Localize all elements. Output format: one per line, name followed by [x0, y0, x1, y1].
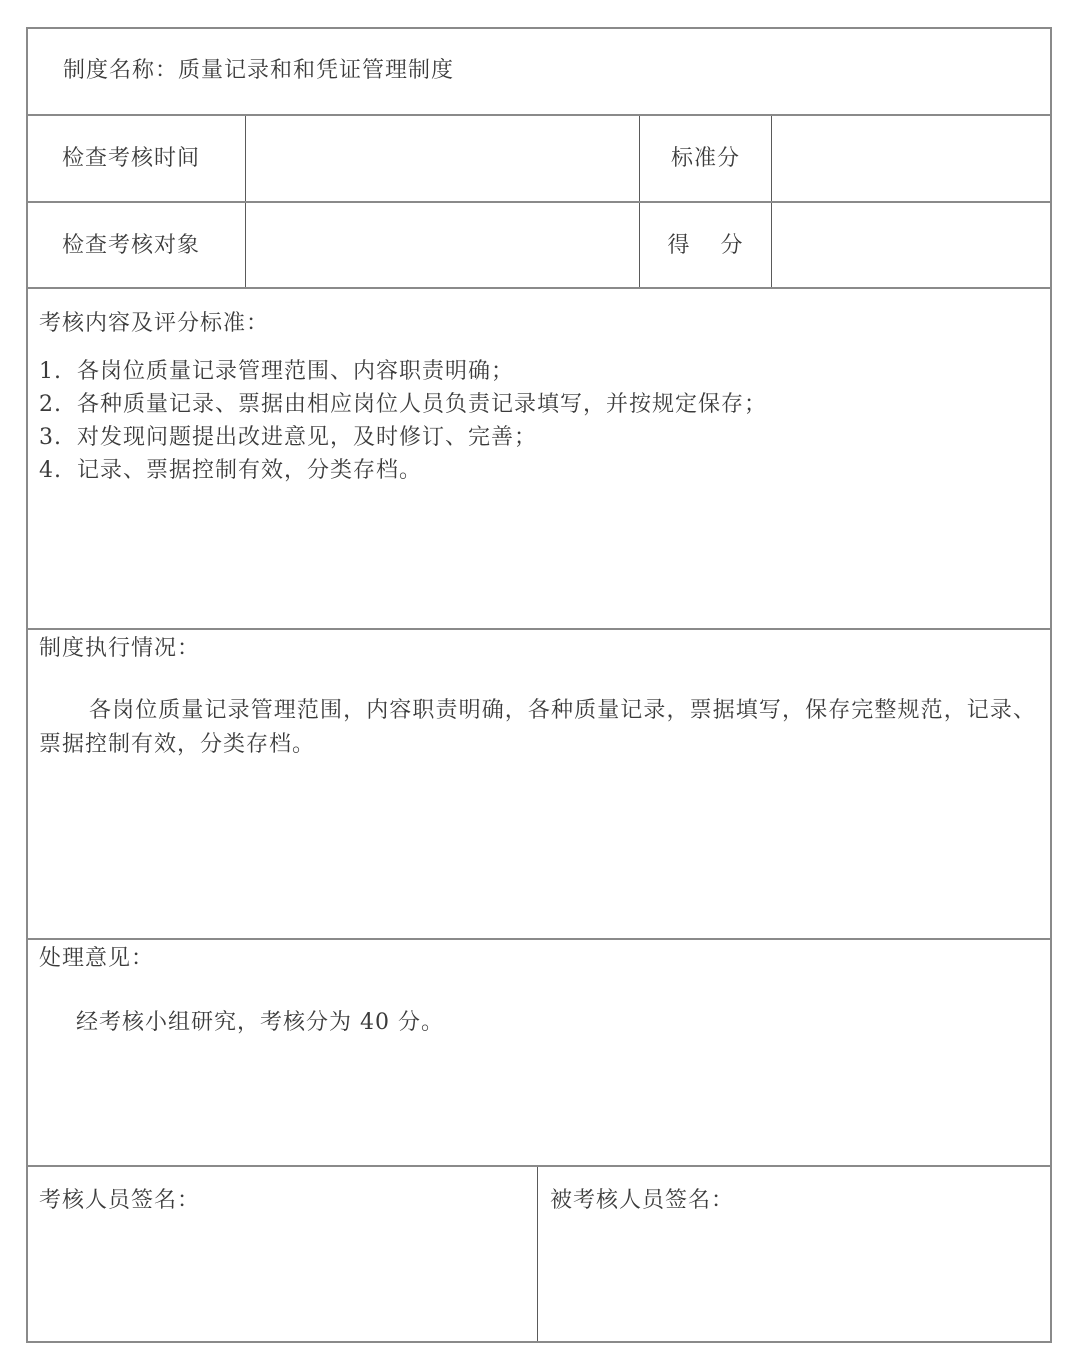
inspection-target-field[interactable]: [245, 203, 639, 287]
standard-score-label-cell: [639, 116, 771, 201]
opinion-text: 经考核小组研究，考核分为 40 分。: [76, 1010, 444, 1035]
score-label-cell: [639, 203, 771, 287]
criteria-item: [39, 388, 767, 421]
execution-heading: 制度执行情况：: [39, 636, 201, 661]
inspection-target-row: [28, 203, 1050, 289]
inspection-time-label: 检查考核时间: [62, 146, 201, 171]
inspection-target-label: 检查考核对象: [62, 232, 201, 258]
criteria-item: [39, 454, 767, 487]
inspection-time-field[interactable]: [245, 116, 639, 201]
standard-score-label: 标准分: [670, 146, 740, 171]
execution-row: [28, 630, 1050, 940]
assessor-signature-label: 考核人员签名：: [39, 1188, 201, 1213]
criteria-row: [28, 289, 1050, 630]
system-name-value: 质量记录和和凭证管理制度: [178, 58, 455, 83]
criteria-item-number: 2.: [39, 392, 62, 417]
assessee-signature-label: 被考核人员签名：: [550, 1188, 735, 1213]
score-label-part2: 分: [720, 232, 744, 258]
standard-score-field[interactable]: [771, 116, 1050, 201]
criteria-item-number: 4.: [39, 458, 62, 483]
criteria-item-text: 各种质量记录、票据由相应岗位人员负责记录填写，并按规定保存；: [77, 392, 768, 417]
criteria-list: [39, 355, 767, 487]
criteria-item-text: 记录、票据控制有效，分类存档。: [77, 458, 423, 483]
inspection-time-label-cell: [28, 116, 245, 201]
signature-row: [28, 1167, 1050, 1341]
opinion-heading: 处理意见：: [39, 946, 155, 971]
system-name: [63, 54, 454, 87]
criteria-item: [39, 355, 767, 388]
criteria-item-text: 各岗位质量记录管理范围、内容职责明确；: [77, 359, 515, 384]
title-row: [28, 29, 1050, 116]
system-name-label: 制度名称：: [63, 58, 179, 83]
assessee-signature-field[interactable]: [537, 1167, 1050, 1341]
assessor-signature-field[interactable]: [28, 1167, 537, 1341]
criteria-item-number: 3.: [39, 425, 62, 450]
assessment-form: [26, 27, 1052, 1343]
criteria-heading: 考核内容及评分标准：: [39, 311, 270, 336]
criteria-item-number: 1.: [39, 359, 62, 384]
inspection-target-label-cell: [28, 203, 245, 287]
score-field[interactable]: [771, 203, 1050, 287]
score-label: [667, 229, 743, 262]
opinion-row: [28, 940, 1050, 1167]
execution-text: 各岗位质量记录管理范围，内容职责明确，各种质量记录，票据填写，保存完整规范，记录、票据控制有效，分类存档。: [39, 698, 1036, 757]
score-label-part1: 得: [667, 232, 691, 258]
inspection-time-row: [28, 116, 1050, 203]
criteria-item-text: 对发现问题提出改进意见，及时修订、完善；: [77, 425, 538, 450]
criteria-item: [39, 421, 767, 454]
